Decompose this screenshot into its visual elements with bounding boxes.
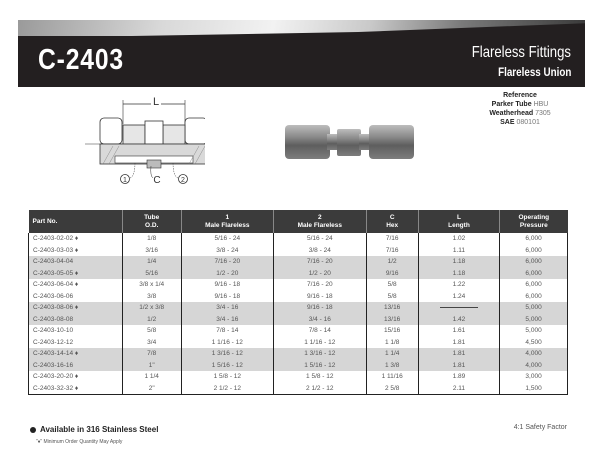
table-header-row bbox=[29, 210, 568, 233]
tube-od-cell: 1/2 x 3/8 bbox=[122, 302, 181, 314]
minimum-order-footnote: "♦" Minimum Order Quantity May Apply bbox=[36, 439, 123, 445]
svg-text:1: 1 bbox=[123, 177, 127, 184]
male-flareless-1-cell: 9/16 - 18 bbox=[181, 291, 273, 303]
part-no-cell: C-2403-06-04 ♦ bbox=[29, 279, 123, 291]
male-flareless-1-cell: 3/8 - 24 bbox=[181, 245, 273, 257]
part-no-cell: C-2403-04-04 bbox=[29, 256, 123, 268]
product-photo bbox=[285, 120, 415, 165]
length-cell: 1.18 bbox=[418, 268, 499, 280]
tube-od-cell: 1" bbox=[122, 360, 181, 372]
male-flareless-2-cell: 2 1/2 - 12 bbox=[274, 383, 366, 395]
part-no-cell: C-2403-16-16 bbox=[29, 360, 123, 372]
header-tube-od: Tube O.D. bbox=[122, 210, 181, 233]
tube-od-cell: 1/2 bbox=[122, 314, 181, 326]
safety-factor-note: 4:1 Safety Factor bbox=[513, 424, 567, 431]
length-cell bbox=[418, 302, 499, 314]
part-no-cell: C-2403-06-06 bbox=[29, 291, 123, 303]
male-flareless-1-cell: 7/16 - 20 bbox=[181, 256, 273, 268]
bullet-icon bbox=[30, 427, 36, 433]
hex-cell: 1 3/8 bbox=[366, 360, 418, 372]
svg-text:L: L bbox=[152, 96, 160, 108]
male-flareless-1-cell: 1 5/16 - 12 bbox=[181, 360, 273, 372]
hex-cell: 1 11/16 bbox=[366, 371, 418, 383]
male-flareless-2-cell: 1 5/16 - 12 bbox=[274, 360, 366, 372]
table-row bbox=[29, 325, 568, 337]
table-row bbox=[29, 360, 568, 372]
hex-cell: 2 5/8 bbox=[366, 383, 418, 395]
length-cell: 1.81 bbox=[418, 337, 499, 349]
male-flareless-1-cell: 9/16 - 18 bbox=[181, 279, 273, 291]
hex-cell: 7/16 bbox=[366, 233, 418, 245]
pressure-cell: 6,000 bbox=[500, 268, 568, 280]
part-no-cell: C-2403-12-12 bbox=[29, 337, 123, 349]
table-row bbox=[29, 279, 568, 291]
hex-cell: 15/16 bbox=[366, 325, 418, 337]
length-cell: 1.24 bbox=[418, 291, 499, 303]
tube-od-cell: 1/8 bbox=[122, 233, 181, 245]
length-cell: 1.61 bbox=[418, 325, 499, 337]
male-flareless-2-cell: 7/16 - 20 bbox=[274, 256, 366, 268]
male-flareless-1-cell: 1 1/16 - 12 bbox=[181, 337, 273, 349]
reference-line-sae bbox=[470, 118, 570, 127]
male-flareless-2-cell: 1 5/8 - 12 bbox=[274, 371, 366, 383]
length-cell: 1.81 bbox=[418, 360, 499, 372]
hex-cell: 9/16 bbox=[366, 268, 418, 280]
part-no-cell: C-2403-32-32 ♦ bbox=[29, 383, 123, 395]
part-no-cell: C-2403-20-20 ♦ bbox=[29, 371, 123, 383]
header-banner bbox=[18, 20, 585, 87]
pressure-cell: 6,000 bbox=[500, 233, 568, 245]
header-length: L Length bbox=[418, 210, 499, 233]
part-no-cell: C-2403-14-14 ♦ bbox=[29, 348, 123, 360]
tube-od-cell: 3/4 bbox=[122, 337, 181, 349]
table-row bbox=[29, 268, 568, 280]
reference-label: Parker Tube bbox=[491, 101, 532, 108]
banner-swoosh-decoration bbox=[18, 20, 585, 36]
male-flareless-1-cell: 5/16 - 24 bbox=[181, 233, 273, 245]
reference-line-weatherhead bbox=[470, 109, 570, 118]
pressure-cell: 3,000 bbox=[500, 371, 568, 383]
reference-value: 080101 bbox=[516, 119, 540, 126]
male-flareless-1-cell: 3/4 - 16 bbox=[181, 314, 273, 326]
header-hex: C Hex bbox=[366, 210, 418, 233]
svg-text:C: C bbox=[153, 175, 161, 186]
tube-od-cell: 5/16 bbox=[122, 268, 181, 280]
pressure-cell: 6,000 bbox=[500, 279, 568, 291]
length-cell: 1.81 bbox=[418, 348, 499, 360]
part-no-cell: C-2403-10-10 bbox=[29, 325, 123, 337]
header-male-flareless-1: 1 Male Flareless bbox=[181, 210, 273, 233]
pressure-cell: 6,000 bbox=[500, 291, 568, 303]
table-row bbox=[29, 371, 568, 383]
reference-block bbox=[470, 91, 570, 127]
specifications-table bbox=[28, 210, 568, 395]
hex-cell: 5/8 bbox=[366, 291, 418, 303]
svg-text:2: 2 bbox=[181, 177, 185, 184]
length-cell: 1.18 bbox=[418, 256, 499, 268]
blank-length-line bbox=[440, 307, 478, 308]
male-flareless-2-cell: 7/8 - 14 bbox=[274, 325, 366, 337]
header-part-no: Part No. bbox=[29, 210, 123, 233]
male-flareless-1-cell: 7/8 - 14 bbox=[181, 325, 273, 337]
male-flareless-2-cell: 3/8 - 24 bbox=[274, 245, 366, 257]
part-code-title: C-2403 bbox=[38, 44, 124, 76]
tube-od-cell: 2" bbox=[122, 383, 181, 395]
male-flareless-1-cell: 1 5/8 - 12 bbox=[181, 371, 273, 383]
pressure-cell: 6,000 bbox=[500, 245, 568, 257]
male-flareless-1-cell: 2 1/2 - 12 bbox=[181, 383, 273, 395]
pressure-cell: 5,000 bbox=[500, 325, 568, 337]
table-row bbox=[29, 337, 568, 349]
male-flareless-1-cell: 3/4 - 16 bbox=[181, 302, 273, 314]
reference-value: HBU bbox=[533, 101, 549, 108]
tube-od-cell: 3/8 x 1/4 bbox=[122, 279, 181, 291]
tube-od-cell: 1 1/4 bbox=[122, 371, 181, 383]
reference-value: 7305 bbox=[535, 110, 551, 117]
male-flareless-2-cell: 5/16 - 24 bbox=[274, 233, 366, 245]
hex-cell: 5/8 bbox=[366, 279, 418, 291]
male-flareless-2-cell: 9/16 - 18 bbox=[274, 302, 366, 314]
length-cell: 1.42 bbox=[418, 314, 499, 326]
male-flareless-1-cell: 1/2 - 20 bbox=[181, 268, 273, 280]
part-no-cell: C-2403-08-08 bbox=[29, 314, 123, 326]
length-cell: 1.22 bbox=[418, 279, 499, 291]
reference-label: Weatherhead bbox=[489, 110, 534, 117]
length-cell: 1.02 bbox=[418, 233, 499, 245]
part-no-cell: C-2403-05-05 ♦ bbox=[29, 268, 123, 280]
reference-line-parker bbox=[470, 100, 570, 109]
table-row bbox=[29, 314, 568, 326]
male-flareless-2-cell: 7/16 - 20 bbox=[274, 279, 366, 291]
hex-cell: 1/2 bbox=[366, 256, 418, 268]
pressure-cell: 6,000 bbox=[500, 256, 568, 268]
pressure-cell: 4,000 bbox=[500, 348, 568, 360]
table-row bbox=[29, 291, 568, 303]
tube-od-cell: 1/4 bbox=[122, 256, 181, 268]
union-fitting-photo-icon bbox=[285, 120, 415, 165]
table-row bbox=[29, 245, 568, 257]
hex-cell: 1 1/8 bbox=[366, 337, 418, 349]
table-row bbox=[29, 233, 568, 245]
male-flareless-2-cell: 1 1/16 - 12 bbox=[274, 337, 366, 349]
tube-od-cell: 3/8 bbox=[122, 291, 181, 303]
header-operating-pressure: Operating Pressure bbox=[500, 210, 568, 233]
hex-cell: 13/16 bbox=[366, 302, 418, 314]
table-row bbox=[29, 383, 568, 395]
table-row bbox=[29, 302, 568, 314]
pressure-cell: 1,500 bbox=[500, 383, 568, 395]
availability-text: Available in 316 Stainless Steel bbox=[40, 425, 159, 434]
male-flareless-2-cell: 1/2 - 20 bbox=[274, 268, 366, 280]
table-row bbox=[29, 348, 568, 360]
product-title: Flareless Union bbox=[497, 65, 571, 79]
table-row bbox=[29, 256, 568, 268]
male-flareless-2-cell: 1 3/16 - 12 bbox=[274, 348, 366, 360]
tube-od-cell: 3/16 bbox=[122, 245, 181, 257]
pressure-cell: 5,000 bbox=[500, 302, 568, 314]
reference-title: Reference bbox=[503, 92, 537, 99]
part-no-cell: C-2403-08-06 ♦ bbox=[29, 302, 123, 314]
male-flareless-1-cell: 1 3/16 - 12 bbox=[181, 348, 273, 360]
pressure-cell: 4,000 bbox=[500, 360, 568, 372]
hex-cell: 1 1/4 bbox=[366, 348, 418, 360]
category-title: Flareless Fittings bbox=[471, 44, 571, 61]
male-flareless-2-cell: 3/4 - 16 bbox=[274, 314, 366, 326]
hex-cell: 7/16 bbox=[366, 245, 418, 257]
reference-label: SAE bbox=[500, 119, 515, 126]
tube-od-cell: 5/8 bbox=[122, 325, 181, 337]
length-cell: 1.11 bbox=[418, 245, 499, 257]
header-male-flareless-2: 2 Male Flareless bbox=[274, 210, 366, 233]
part-no-cell: C-2403-02-02 ♦ bbox=[29, 233, 123, 245]
availability-note bbox=[30, 425, 158, 434]
fitting-diagram-icon bbox=[85, 90, 205, 190]
male-flareless-2-cell: 9/16 - 18 bbox=[274, 291, 366, 303]
pressure-cell: 5,000 bbox=[500, 314, 568, 326]
hex-cell: 13/16 bbox=[366, 314, 418, 326]
pressure-cell: 4,500 bbox=[500, 337, 568, 349]
tube-od-cell: 7/8 bbox=[122, 348, 181, 360]
length-cell: 2.11 bbox=[418, 383, 499, 395]
part-no-cell: C-2403-03-03 ♦ bbox=[29, 245, 123, 257]
union-cross-section-diagram bbox=[85, 90, 205, 190]
length-cell: 1.89 bbox=[418, 371, 499, 383]
